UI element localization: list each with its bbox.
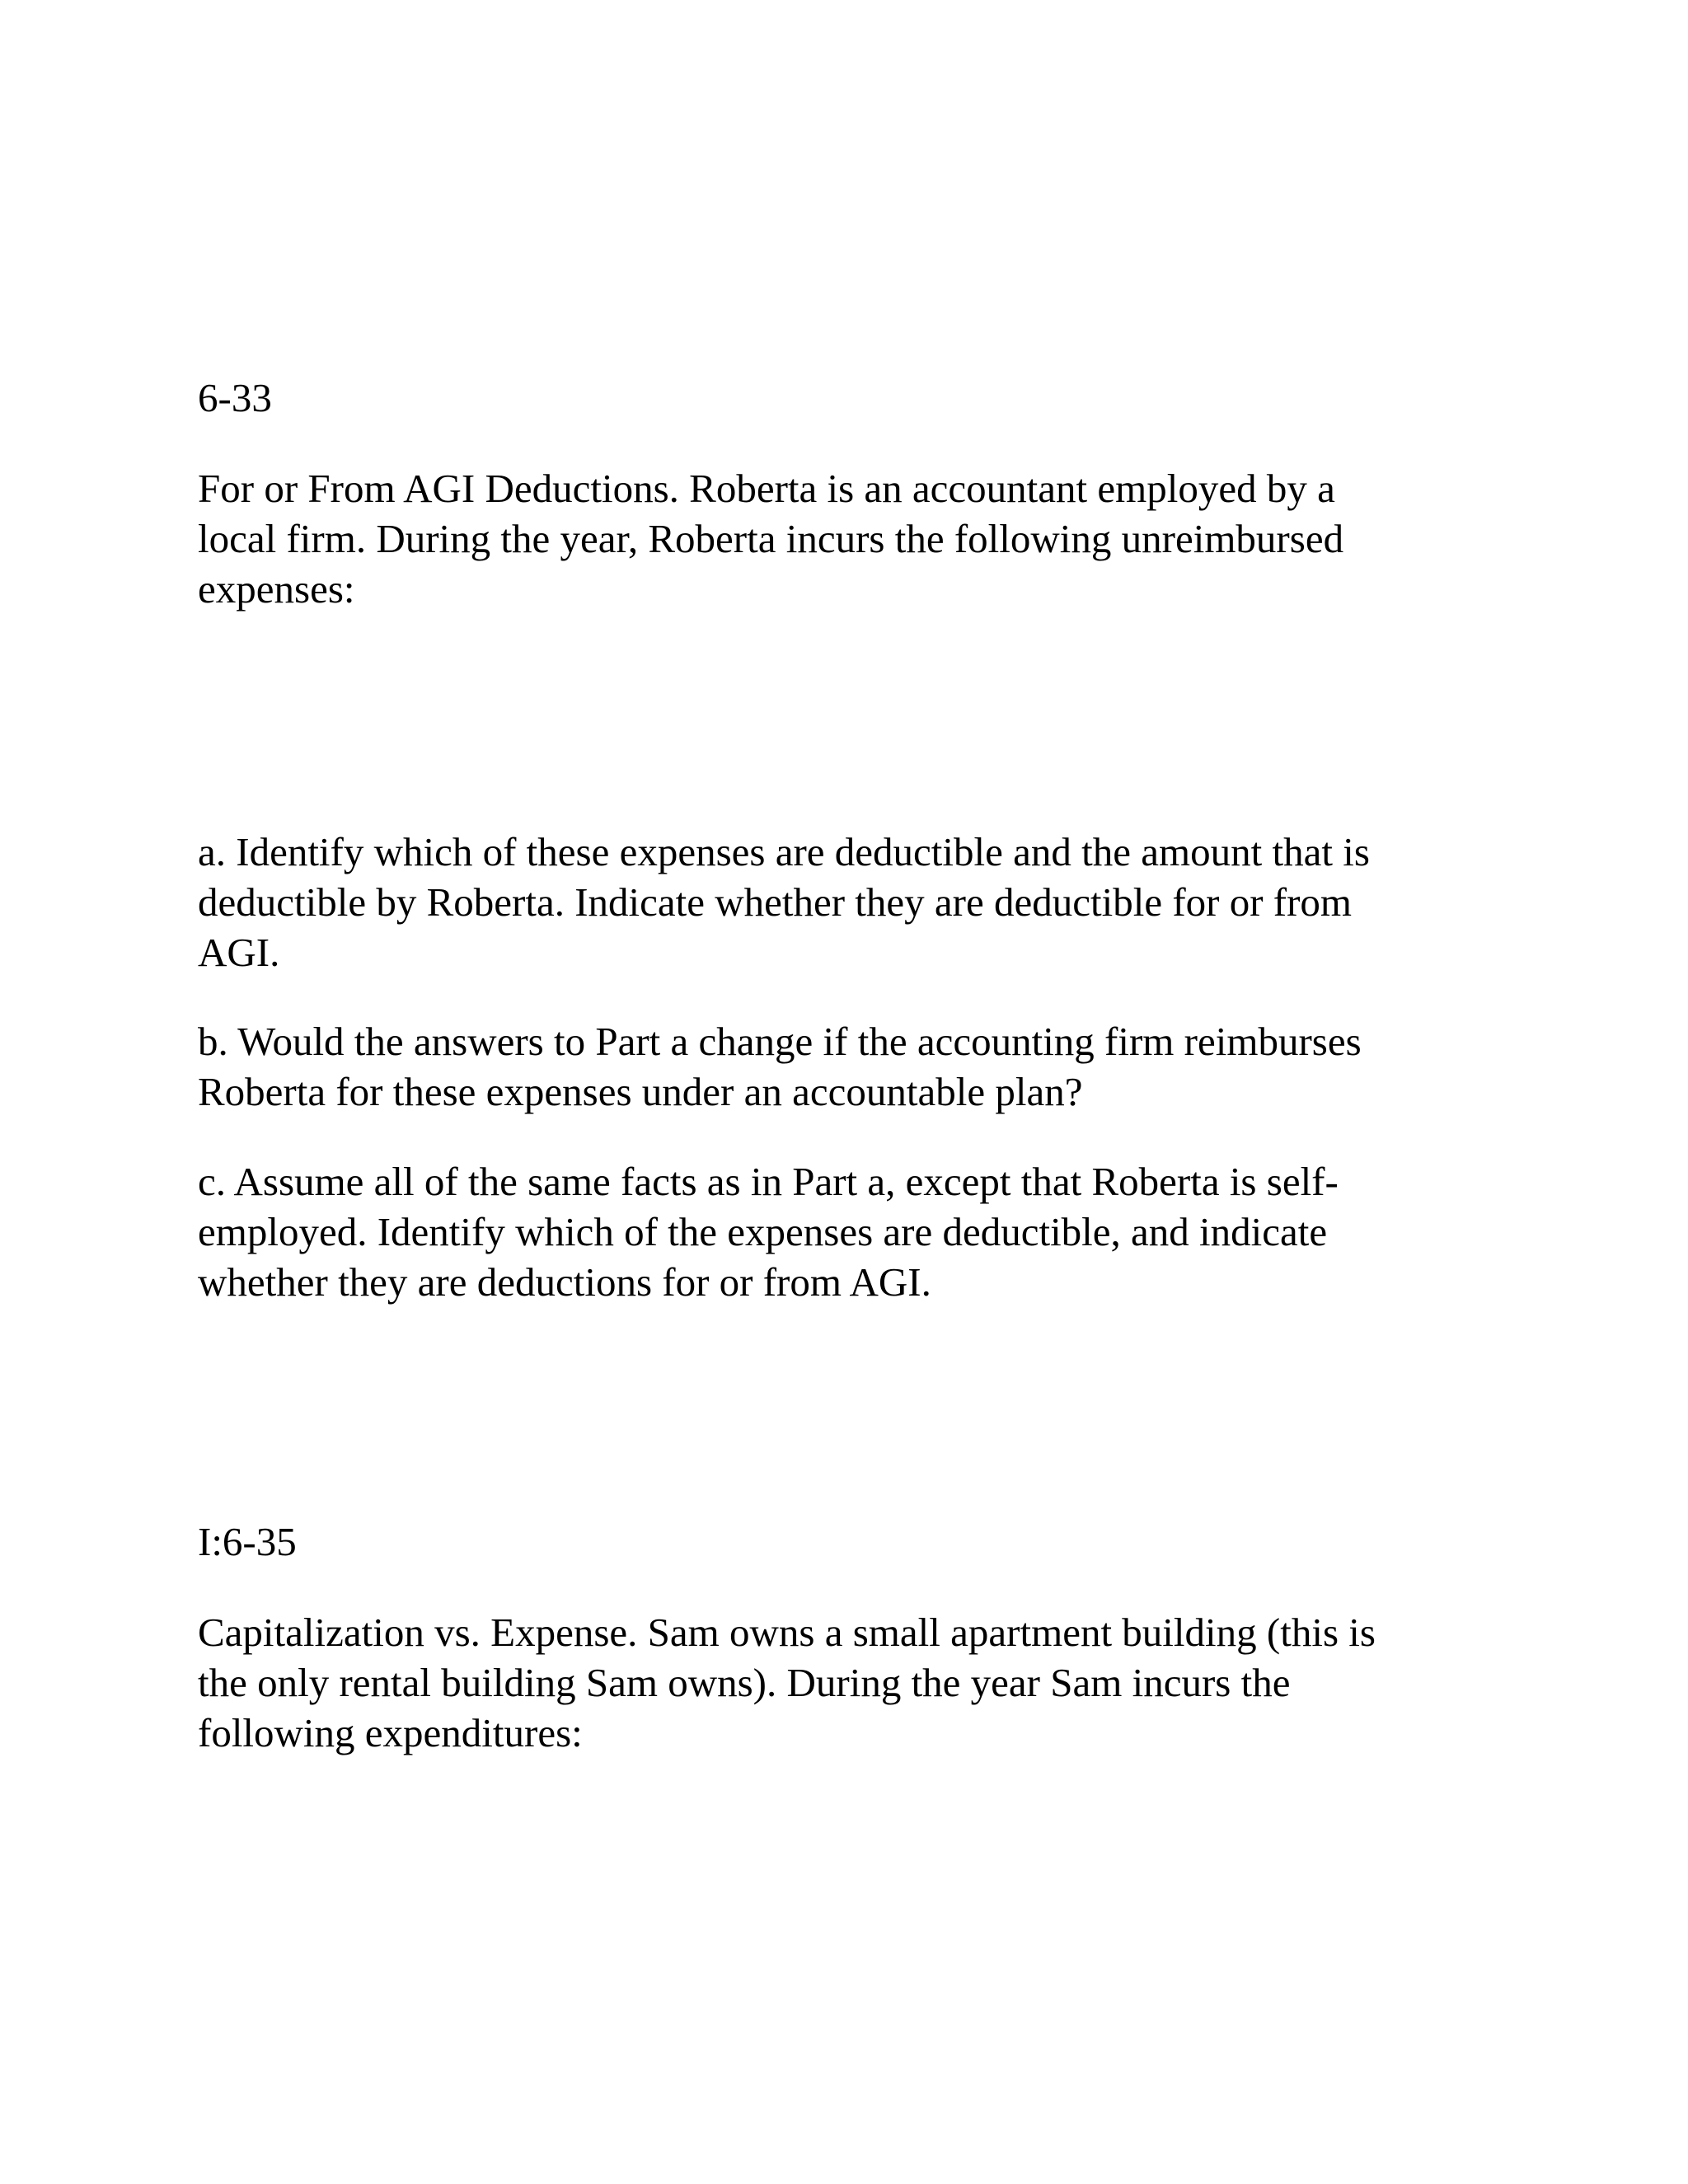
text-line: the only rental building Sam owns). During the year Sam incurs the <box>198 1660 1291 1705</box>
problem-6-33-intro <box>198 463 1533 614</box>
problem-6-33-part-c <box>198 1156 1533 1307</box>
text-line: Capitalization vs. Expense. Sam owns a small apartment building (this is <box>198 1610 1376 1655</box>
problem-number-i-6-35: I:6-35 <box>198 1519 297 1564</box>
problem-number-6-33: 6-33 <box>198 375 272 420</box>
text-line: employed. Identify which of the expenses are deductible, and indicate <box>198 1209 1328 1254</box>
problem-6-33-part-a <box>198 827 1533 977</box>
problem-i-6-35-intro <box>198 1607 1533 1758</box>
problem-6-33-part-b <box>198 1016 1533 1117</box>
text-line: local firm. During the year, Roberta incurs the following unreimbursed <box>198 516 1344 561</box>
text-line: AGI. <box>198 930 280 975</box>
text-line: a. Identify which of these expenses are deductible and the amount that is <box>198 829 1370 874</box>
text-line: Roberta for these expenses under an accountable plan? <box>198 1069 1083 1114</box>
text-line: expenses: <box>198 566 355 612</box>
text-line: whether they are deductions for or from AGI. <box>198 1259 931 1305</box>
text-line: deductible by Roberta. Indicate whether they are deductible for or from <box>198 879 1353 925</box>
text-line: c. Assume all of the same facts as in Part a, except that Roberta is self- <box>198 1159 1339 1204</box>
text-line: following expenditures: <box>198 1710 583 1755</box>
text-line: b. Would the answers to Part a change if the accounting firm reimburses <box>198 1019 1362 1064</box>
text-line: For or From AGI Deductions. Roberta is an accountant employed by a <box>198 466 1335 511</box>
